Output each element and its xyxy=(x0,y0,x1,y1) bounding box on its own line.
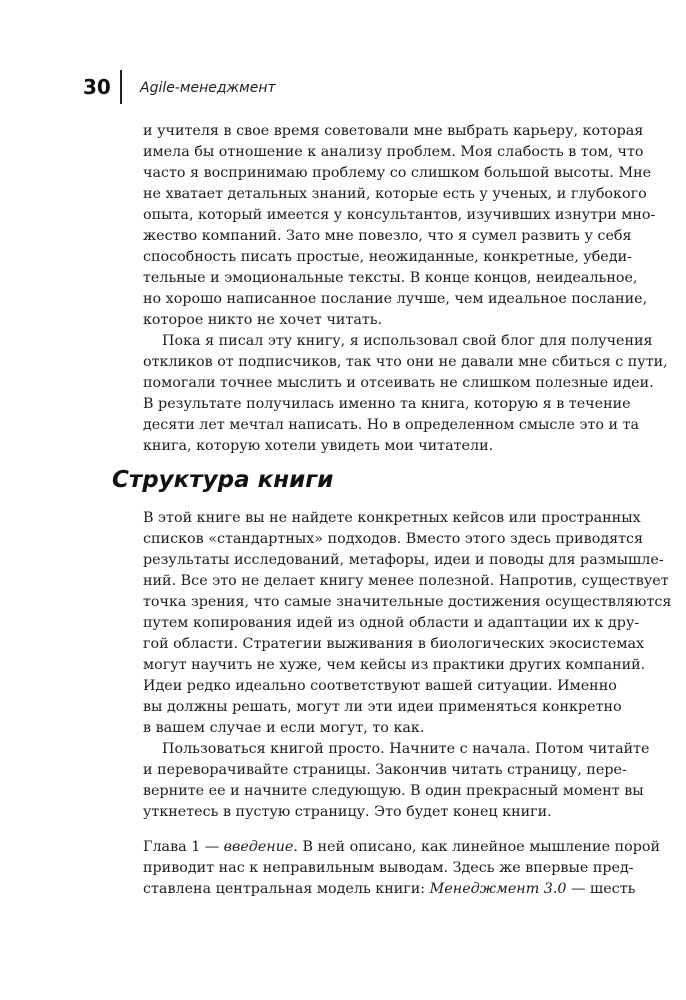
text-line: десяти лет мечтал написать. Но в определенном смысле это и та xyxy=(143,417,640,433)
text-line: гой области. Стратегии выживания в биологических экосистемах xyxy=(143,636,645,652)
page-number: 30 xyxy=(83,75,111,99)
text-line: В этой книге вы не найдете конкретных кейсов или пространных xyxy=(143,510,641,526)
text-line: которое никто не хочет читать. xyxy=(143,312,383,328)
text-line: откликов от подписчиков, так что они не давали мне сбиться с пути, xyxy=(143,354,668,370)
text-line: списков «стандартных» подходов. Вместо этого здесь приводятся xyxy=(143,531,644,547)
text-line: В результате получилась именно та книга, которую я в течение xyxy=(143,396,631,412)
text-line: могут научить не хуже, чем кейсы из практики других компаний. xyxy=(143,657,646,673)
text-line: Пока я писал эту книгу, я использовал свой блог для получения xyxy=(162,333,653,349)
emphasis-text: Менеджмент 3.0 xyxy=(429,881,567,897)
header-divider xyxy=(120,70,122,104)
text-line: книга, которую хотели увидеть мои читатели. xyxy=(143,438,494,454)
text-line: результаты исследований, метафоры, идеи и поводы для размышле- xyxy=(143,552,664,568)
text-line: но хорошо написанное послание лучше, чем идеальное послание, xyxy=(143,291,648,307)
text-line: не хватает детальных знаний, которые есть у ученых, и глубокого xyxy=(143,186,647,202)
text-run: Глава 1 — xyxy=(143,839,224,855)
text-line: путем копирования идей из одной области и адаптации их к дру- xyxy=(143,615,640,631)
text-line xyxy=(143,837,661,857)
text-run: ставлена центральная модель книги: xyxy=(143,881,430,897)
text-line: приводит нас к неправильным выводам. Здесь же впервые пред- xyxy=(143,860,634,876)
text-line: в вашем случае и если могут, то как. xyxy=(143,720,425,736)
text-line: часто я воспринимаю проблему со слишком большой высоты. Мне xyxy=(143,165,652,181)
text-line: помогали точнее мыслить и отсеивать не слишком полезные идеи. xyxy=(143,375,654,391)
running-title: Agile-менеджмент xyxy=(140,80,276,96)
text-line: тельные и эмоциональные тексты. В конце концов, неидеальное, xyxy=(143,270,638,286)
emphasis-text: введение xyxy=(223,839,294,855)
text-run: . В ней описано, как линейное мышление порой xyxy=(293,839,661,855)
section-heading: Структура книги xyxy=(112,467,334,493)
text-line xyxy=(143,879,636,899)
text-line: верните ее и начните следующую. В один прекрасный момент вы xyxy=(143,783,644,799)
text-line: уткнетесь в пустую страницу. Это будет конец книги. xyxy=(143,804,552,820)
text-line: и учителя в свое время советовали мне выбрать карьеру, которая xyxy=(143,123,644,139)
text-line: вы должны решать, могут ли эти идеи применяться конкретно xyxy=(143,699,622,715)
text-line: Идеи редко идеально соответствуют вашей ситуации. Именно xyxy=(143,678,617,694)
text-line: точка зрения, что самые значительные достижения осуществляются xyxy=(143,594,672,610)
text-line: имела бы отношение к анализу проблем. Моя слабость в том, что xyxy=(143,144,644,160)
text-line: Пользоваться книгой просто. Начните с начала. Потом читайте xyxy=(162,741,650,757)
text-line: способность писать простые, неожиданные, конкретные, убеди- xyxy=(143,249,632,265)
text-run: — шесть xyxy=(566,881,636,897)
text-line: и переворачивайте страницы. Закончив читать страницу, пере- xyxy=(143,762,627,778)
text-line: жество компаний. Зато мне повезло, что я сумел развить у себя xyxy=(143,228,632,244)
text-line: опыта, который имеется у консультантов, изучивших изнутри мно- xyxy=(143,207,656,223)
text-line: ний. Все это не делает книгу менее полезной. Напротив, существует xyxy=(143,573,669,589)
